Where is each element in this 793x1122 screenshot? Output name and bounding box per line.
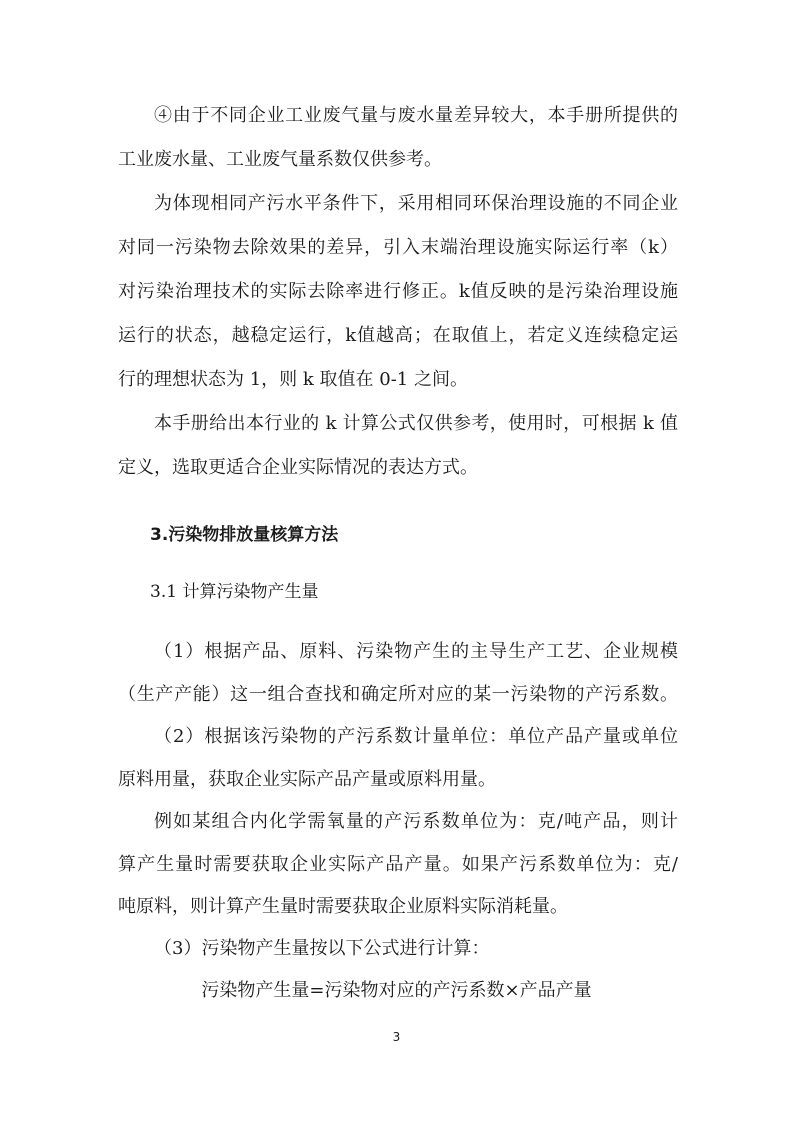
paragraph-line: （2）根据该污染物的产污系数计量单位：单位产品产量或单位	[154, 726, 678, 747]
formula: 污染物产生量=污染物对应的产污系数×产品产量	[201, 980, 592, 1001]
paragraph-line: 为体现相同产污水平条件下，采用相同环保治理设施的不同企业	[154, 193, 678, 214]
paragraph-line: 定义，选取更适合企业实际情况的表达方式。	[118, 457, 478, 478]
paragraph-line: 对同一污染物去除效果的差异，引入末端治理设施实际运行率（k）	[118, 237, 678, 258]
paragraph-line: （生产产能）这一组合查找和确定所对应的某一污染物的产污系数。	[118, 684, 678, 705]
subsection-heading: 3.1 计算污染物产生量	[150, 582, 319, 602]
paragraph-line: 本手册给出本行业的 k 计算公式仅供参考，使用时，可根据 k 值	[154, 413, 678, 434]
paragraph-line: 原料用量，获取企业实际产品产量或原料用量。	[118, 769, 496, 790]
paragraph-line: （3）污染物产生量按以下公式进行计算：	[154, 938, 490, 959]
paragraph-line: （1）根据产品、原料、污染物产生的主导生产工艺、企业规模	[154, 641, 678, 662]
paragraph-line: 对污染治理技术的实际去除率进行修正。k值反映的是污染治理设施	[118, 281, 678, 302]
page-number: 3	[392, 1030, 401, 1044]
paragraph-line: 吨原料，则计算产生量时需要获取企业原料实际消耗量。	[118, 896, 568, 917]
paragraph-line: ④由于不同企业工业废气量与废水量差异较大，本手册所提供的	[154, 105, 678, 126]
paragraph-line: 运行的状态，越稳定运行，k值越高；在取值上，若定义连续稳定运	[118, 325, 678, 346]
paragraph-line: 例如某组合内化学需氧量的产污系数单位为：克/吨产品，则计	[154, 811, 678, 832]
section-heading: 3.污染物排放量核算方法	[150, 525, 339, 545]
paragraph-line: 工业废水量、工业废气量系数仅供参考。	[118, 149, 442, 170]
paragraph-line: 算产生量时需要获取企业实际产品产量。如果产污系数单位为：克/	[118, 854, 678, 875]
paragraph-line: 行的理想状态为 1，则 k 取值在 0-1 之间。	[118, 369, 468, 390]
